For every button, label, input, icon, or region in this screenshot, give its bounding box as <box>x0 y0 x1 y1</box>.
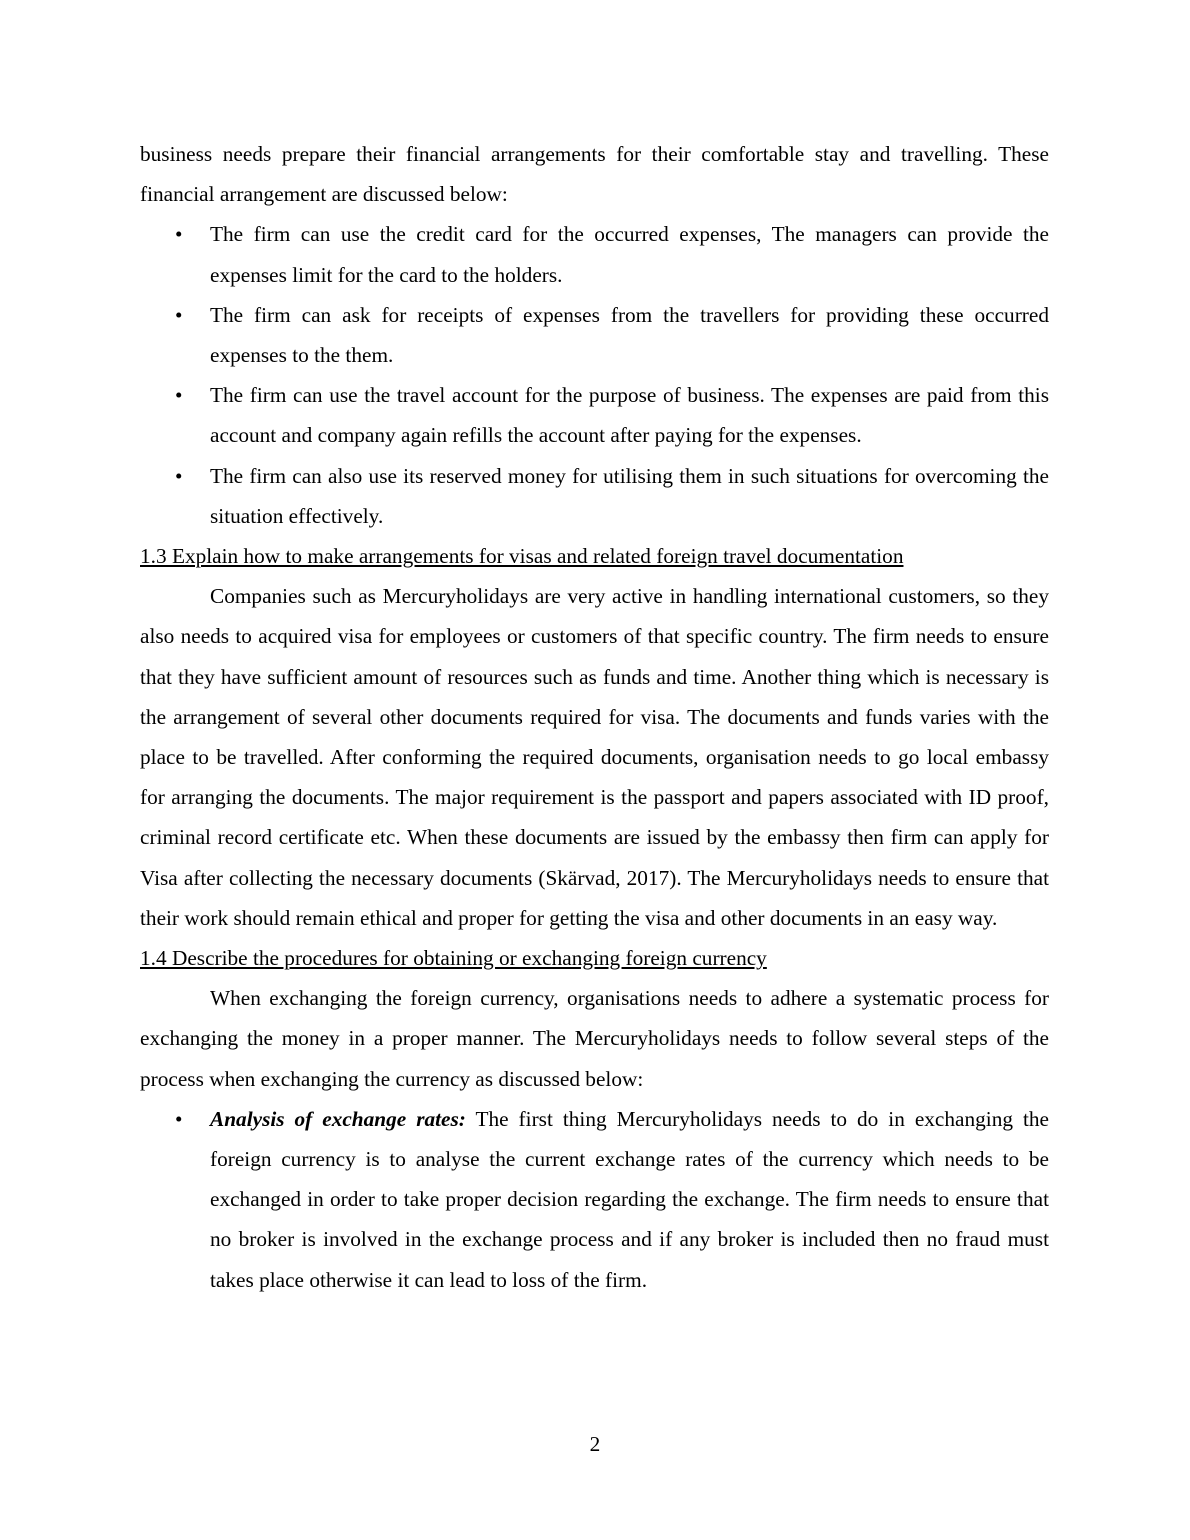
list-item-text: The firm can use the credit card for the occurred expenses, The managers can provide the expenses limit for the card to the holders. <box>210 222 1049 287</box>
bullet-icon: • <box>175 1106 183 1131</box>
section-1-3-heading: 1.3 Explain how to make arrangements for visas and related foreign travel documentation <box>140 544 904 569</box>
section-1-4-heading: 1.4 Describe the procedures for obtaining or exchanging foreign currency <box>140 946 767 971</box>
page-number: 2 <box>589 1432 601 1456</box>
section-1-4-body: When exchanging the foreign currency, organisations needs to adhere a systematic process for exchanging the money in a proper manner. The Mercuryholidays needs to follow several steps of the process when exchanging the currency as discussed below: <box>140 986 1049 1091</box>
intro-paragraph: business needs prepare their financial arrangements for their comfortable stay and travelling. These financial arrangement are discussed below: <box>140 142 1049 207</box>
document-page <box>140 134 1049 1300</box>
currency-steps-list <box>140 1099 1049 1300</box>
section-1-3-body: Companies such as Mercuryholidays are very active in handling international customers, so they also needs to acquired visa for employees or customers of that specific country. The firm needs to ensure that they have sufficient amount of resources such as funds and time. Another thing which is necessary is the arrangement of several other documents required for visa. The documents and funds varies with the place to be travelled. After conforming the required documents, organisation needs to go local embassy for arranging the documents. The major requirement is the passport and papers associated with ID proof, criminal record certificate etc. When these documents are issued by the embassy then firm can apply for Visa after collecting the necessary documents (Skärvad, 2017). The Mercuryholidays needs to ensure that their work should remain ethical and proper for getting the visa and other documents in an easy way. <box>140 584 1049 930</box>
bullet-icon: • <box>175 222 183 247</box>
list-item-text: The firm can ask for receipts of expenses from the travellers for providing these occurred expenses to the them. <box>210 302 1049 368</box>
bullet-icon: • <box>175 463 183 488</box>
list-item <box>175 456 1049 536</box>
list-item <box>175 214 1049 294</box>
list-item <box>175 295 1049 375</box>
arrangements-list <box>140 214 1049 536</box>
bullet-icon: • <box>175 383 183 408</box>
list-item-text: The firm can use the travel account for the purpose of business. The expenses are paid from this account and company again refills the account after paying for the expenses. <box>210 383 1049 448</box>
list-item <box>175 375 1049 455</box>
list-item <box>175 1099 1049 1300</box>
bullet-icon: • <box>175 302 183 327</box>
list-item-text: The firm can also use its reserved money for utilising them in such situations for overcoming the situation effectively. <box>210 463 1049 528</box>
step-title: Analysis of exchange rates: <box>210 1106 466 1131</box>
step-text: The first thing Mercuryholidays needs to do in exchanging the foreign currency is to analyse the current exchange rates of the currency which needs to be exchanged in order to take proper decision regarding the exchange. The firm needs to ensure that no broker is involved in the exchange process and if any broker is included then no fraud must takes place otherwise it can lead to loss of the firm. <box>210 1106 1049 1292</box>
